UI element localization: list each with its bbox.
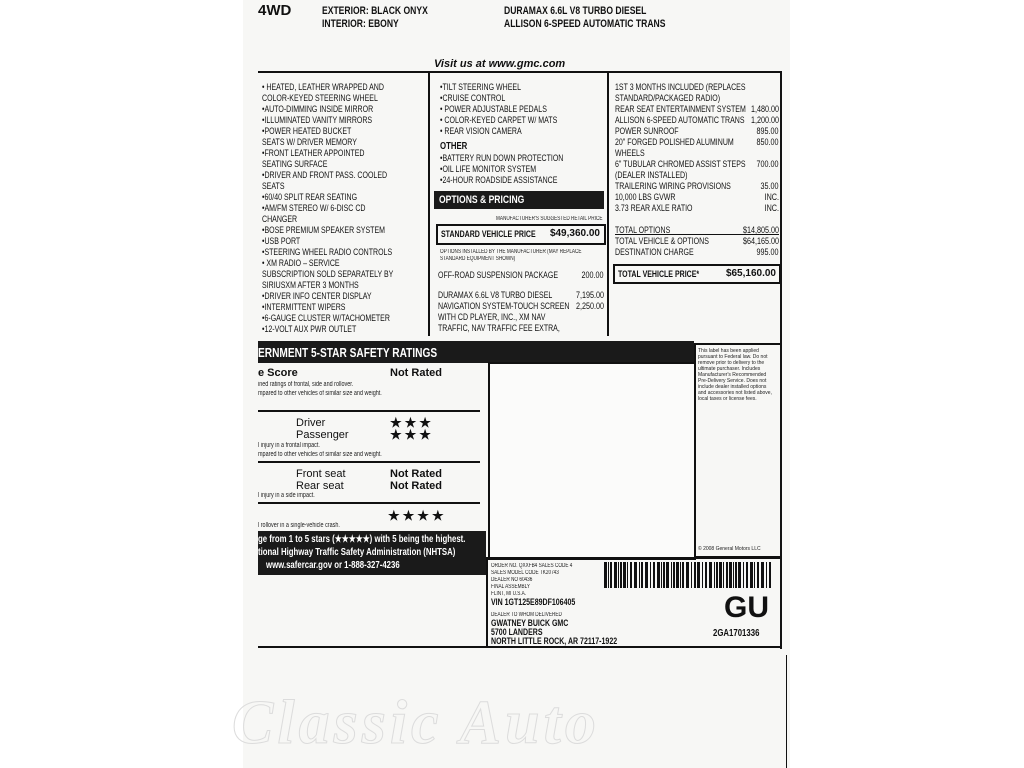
total-row: [615, 225, 779, 236]
barcode-bar: [705, 562, 707, 588]
cost-row-label: 10,000 LBS GVWR: [615, 192, 676, 202]
driver-stars: ★★★: [390, 415, 434, 430]
barcode-bar: [645, 562, 648, 588]
feature-item: •60/40 SPLIT REAR SEATING: [262, 192, 358, 202]
barcode-bar: [738, 562, 741, 588]
feature-item: COLOR-KEYED STEERING WHEEL: [262, 93, 378, 103]
safercar-link[interactable]: www.safercar.gov or 1-888-327-4236: [266, 560, 400, 571]
stars-scale-note: ge from 1 to 5 stars (★★★★★) with 5 being the highest.: [258, 534, 466, 545]
option-label: OFF-ROAD SUSPENSION PACKAGE: [438, 270, 559, 280]
overall-score-value: Not Rated: [390, 367, 442, 379]
barcode-bar: [641, 562, 643, 588]
barcode-bar: [719, 562, 722, 588]
option-value: 2,250.00: [575, 301, 604, 311]
col-divider-2: [607, 71, 609, 336]
other-list: [440, 153, 563, 186]
feature-item: •12-VOLT AUX PWR OUTLET: [262, 324, 357, 334]
feature-item: •DRIVER AND FRONT PASS. COOLED: [262, 170, 388, 180]
cost-row: [615, 170, 779, 181]
cost-row: [615, 115, 779, 126]
col-divider-1: [428, 71, 430, 336]
barcode-bar: [627, 562, 628, 588]
cost-row-label: 20" FORGED POLISHED ALUMINUM: [615, 137, 734, 147]
barcode-bar: [676, 562, 679, 588]
total-price-label: TOTAL VEHICLE PRICE*: [618, 269, 700, 279]
barcode-bar: [766, 562, 767, 588]
label-note-box: [694, 343, 782, 558]
barcode-bar: [726, 562, 728, 588]
rear-seat-value: Not Rated: [390, 480, 442, 492]
engine-spec: DURAMAX 6.6L V8 TURBO DIESEL: [504, 5, 647, 17]
barcode-bar: [716, 562, 718, 588]
front-seat-label: Front seat: [296, 468, 346, 480]
barcode-bar: [686, 562, 689, 588]
website-link[interactable]: Visit us at www.gmc.com: [434, 58, 566, 70]
cost-row-label: POWER SUNROOF: [615, 126, 679, 136]
option-row: [438, 290, 604, 301]
barcode: [604, 562, 774, 588]
barcode-bar: [634, 562, 637, 588]
cost-row: [615, 148, 779, 159]
barcode-bar: [671, 562, 672, 588]
barcode-bar: [630, 562, 632, 588]
barcode-bar: [714, 562, 715, 588]
frontal-desc-2: mpared to other vehicles of similar size and weight.: [258, 451, 382, 458]
interior-color: INTERIOR: EBONY: [322, 18, 399, 30]
feature-item: •DRIVER INFO CENTER DISPLAY: [262, 291, 372, 301]
option-value: 7,195.00: [575, 290, 604, 300]
options-pricing-heading: OPTIONS & PRICING: [439, 194, 525, 206]
feature-item: •POWER HEATED BUCKET: [262, 126, 352, 136]
standard-price-box: [436, 224, 606, 245]
feature-item: •CRUISE CONTROL: [440, 93, 506, 103]
cost-row: [615, 126, 779, 137]
ship-to-label: DEALER TO WHOM DELIVERED: [491, 612, 562, 618]
dealer-street: 5700 LANDERS: [491, 627, 543, 637]
cost-row-label: STANDARD/PACKAGED RADIO): [615, 93, 721, 103]
exterior-color: EXTERIOR: BLACK ONYX: [322, 5, 428, 17]
safety-heading: ERNMENT 5-STAR SAFETY RATINGS: [258, 345, 438, 360]
watermark-logo: Classic Auto: [232, 689, 600, 757]
rollover-stars: ★★★★: [388, 508, 447, 523]
option-row: [438, 312, 604, 323]
cost-row-value: 1,200.00: [750, 115, 779, 125]
cost-row-value: 895.00: [756, 126, 779, 136]
barcode-bar: [682, 562, 684, 588]
cost-row-label: ALLISON 6-SPEED AUTOMATIC TRANS: [615, 115, 745, 125]
cost-row: [615, 181, 779, 192]
cost-row: [615, 104, 779, 115]
frontal-desc-1: l injury in a frontal impact.: [258, 442, 320, 449]
cost-row: [615, 203, 779, 214]
options-pricing-bar: [434, 191, 604, 209]
cost-row-label: TRAILERING WIRING PROVISIONS: [615, 181, 731, 191]
nhtsa-note: tional Highway Traffic Safety Administration (NHTSA): [258, 547, 456, 558]
cost-row-value: 700.00: [756, 159, 779, 169]
barcode-bar: [650, 562, 651, 588]
feature-item: SUBSCRIPTION SOLD SEPARATELY BY: [262, 269, 394, 279]
feature-item: •STEERING WHEEL RADIO CONTROLS: [262, 247, 393, 257]
dealer-no: DEALER NO 60436: [491, 577, 533, 583]
features-list-1: [262, 82, 393, 335]
barcode-bar: [620, 562, 622, 588]
barcode-bar: [729, 562, 732, 588]
feature-item: •TILT STEERING WHEEL: [440, 82, 521, 92]
feature-item: •6-GAUGE CLUSTER W/TACHOMETER: [262, 313, 390, 323]
feature-item: •BOSE PREMIUM SPEAKER SYSTEM: [262, 225, 385, 235]
feature-item: • REAR VISION CAMERA: [440, 126, 522, 136]
other-heading: OTHER: [440, 141, 468, 152]
dealer-rule-top: [486, 557, 780, 559]
feature-item: •FRONT LEATHER APPOINTED: [262, 148, 365, 158]
assembly-location: FLINT, MI U.S.A.: [491, 591, 527, 597]
lower-right-edge: [786, 655, 787, 768]
safety-bar-extension: [486, 341, 694, 363]
option-label: WITH CD PLAYER, INC., XM NAV: [438, 312, 546, 322]
barcode-bar: [666, 562, 669, 588]
barcode-bar: [754, 562, 755, 588]
feature-item: SEATS: [262, 181, 285, 191]
barcode-bar: [735, 562, 737, 588]
rollover-desc: l rollover in a single-vehicle crash.: [258, 522, 340, 529]
cost-row: [615, 192, 779, 203]
barcode-bar: [769, 562, 771, 588]
safety-rule-3: [258, 502, 480, 504]
overall-desc-1: ined ratings of frontal, side and rollover.: [258, 381, 354, 388]
barcode-bar: [673, 562, 675, 588]
feature-item: •INTERMITTENT WIPERS: [262, 302, 346, 312]
options-note-2: STANDARD EQUIPMENT SHOWN): [440, 256, 516, 262]
cost-row-value: 850.00: [756, 137, 779, 147]
total-row-value: $14,805.00: [742, 225, 779, 235]
barcode-bar: [691, 562, 692, 588]
barcode-bar: [618, 562, 619, 588]
total-row-label: DESTINATION CHARGE: [615, 247, 694, 257]
drive-type: 4WD: [258, 2, 292, 19]
order-line: ORDER NO. QXXFB4 SALES CODE 4: [491, 563, 573, 569]
feature-item: SIRIUSXM AFTER 3 MONTHS: [262, 280, 359, 290]
passenger-stars: ★★★: [390, 427, 434, 442]
barcode-bar: [746, 562, 748, 588]
option-row: [438, 301, 604, 312]
option-label: DURAMAX 6.6L V8 TURBO DIESEL: [438, 290, 553, 300]
cost-row: [615, 93, 779, 104]
cost-row-value: INC.: [764, 203, 779, 213]
vin-number: VIN 1GT125E89DF106405: [491, 597, 576, 607]
safety-ratings-bar: [258, 341, 486, 363]
barcode-bar: [702, 562, 703, 588]
options-note-1: OPTIONS INSTALLED BY THE MANUFACTURER (MAY REPLACE: [440, 249, 582, 255]
passenger-label: Passenger: [296, 429, 349, 441]
cost-row-label: (DEALER INSTALLED): [615, 170, 688, 180]
barcode-bar: [757, 562, 759, 588]
plant-code: GU: [724, 591, 769, 624]
cost-row-value: 35.00: [760, 181, 779, 191]
barcode-bar: [697, 562, 700, 588]
barcode-bar: [663, 562, 665, 588]
feature-item: •ILLUMINATED VANITY MIRRORS: [262, 115, 373, 125]
safety-footer-bar: [258, 531, 486, 575]
feature-item: •AM/FM STEREO W/ 6-DISC CD: [262, 203, 366, 213]
feature-item: CHANGER: [262, 214, 298, 224]
feature-item: • HEATED, LEATHER WRAPPED AND: [262, 82, 384, 92]
barcode-bar: [604, 562, 607, 588]
side-desc: l injury in a side impact.: [258, 492, 315, 499]
barcode-bar: [709, 562, 712, 588]
feature-item: SEATS W/ DRIVER MEMORY: [262, 137, 357, 147]
feature-item: •USB PORT: [262, 236, 301, 246]
standard-price-value: $49,360.00: [549, 228, 600, 239]
front-seat-value: Not Rated: [390, 468, 442, 480]
barcode-bar: [657, 562, 660, 588]
msrp-caption: MANUFACTURER'S SUGGESTED RETAIL PRICE: [496, 216, 603, 222]
option-value: 200.00: [581, 270, 604, 280]
final-assembly: FINAL ASSEMBLY: [491, 584, 531, 590]
model-line: SALES MODEL CODE TK20743: [491, 570, 559, 576]
options-list: [438, 270, 604, 340]
feature-item: • COLOR-KEYED CARPET W/ MATS: [440, 115, 558, 125]
barcode-bar: [694, 562, 696, 588]
option-label: TRAFFIC, NAV TRAFFIC FEE EXTRA,: [438, 323, 560, 333]
total-row-value: $64,165.00: [742, 236, 779, 246]
total-price-box: [613, 264, 781, 284]
cost-row-label: 3.73 REAR AXLE RATIO: [615, 203, 693, 213]
safety-rule-2: [258, 461, 480, 463]
barcode-bar: [661, 562, 662, 588]
barcode-bar: [653, 562, 655, 588]
label-note-text: This label has been applied pursuant to Federal law. Do not remove prior to delivery to the ultimate purchaser. Includes Manufacturer's Recommended Pre-Delivery Service. Does not include dealer installed options and accessories not listed above, local taxes or license fees.: [698, 348, 772, 402]
option-row: [438, 323, 604, 334]
total-row: [615, 236, 779, 247]
overall-score-label: e Score: [258, 367, 298, 379]
feature-item: SEATING SURFACE: [262, 159, 328, 169]
barcode-bar: [608, 562, 609, 588]
barcode-bar: [723, 562, 724, 588]
overall-desc-2: mpared to other vehicles of similar size and weight.: [258, 390, 382, 397]
driver-label: Driver: [296, 417, 326, 429]
safety-rule-1: [258, 410, 480, 412]
other-feature-item: •OIL LIFE MONITOR SYSTEM: [440, 164, 537, 174]
standard-price-label: STANDARD VEHICLE PRICE: [441, 229, 536, 239]
top-rule: [258, 71, 782, 73]
cost-row: [615, 159, 779, 170]
transmission-spec: ALLISON 6-SPEED AUTOMATIC TRANS: [504, 18, 666, 30]
barcode-bar: [614, 562, 617, 588]
total-row-value: 995.00: [756, 247, 779, 257]
barcode-bar: [680, 562, 681, 588]
other-feature-item: •BATTERY RUN DOWN PROTECTION: [440, 153, 564, 163]
cost-row: [615, 137, 779, 148]
barcode-bar: [639, 562, 640, 588]
blank-panel: [488, 362, 696, 560]
costs-list: [615, 82, 779, 217]
feature-item: • XM RADIO – SERVICE: [262, 258, 340, 268]
total-row: [615, 247, 779, 258]
cost-row-label: 6" TUBULAR CHROMED ASSIST STEPS: [615, 159, 746, 169]
feature-item: •AUTO-DIMMING INSIDE MIRROR: [262, 104, 374, 114]
other-feature-item: •24-HOUR ROADSIDE ASSISTANCE: [440, 175, 558, 185]
copyright-text: © 2008 General Motors LLC: [698, 546, 761, 552]
dealer-left-border: [486, 557, 488, 648]
cost-row-value: 1,480.00: [750, 104, 779, 114]
features-list-2: [440, 82, 557, 137]
barcode-bar: [761, 562, 764, 588]
total-row-label: TOTAL VEHICLE & OPTIONS: [615, 236, 709, 246]
barcode-bar: [750, 562, 753, 588]
feature-item: • POWER ADJUSTABLE PEDALS: [440, 104, 547, 114]
cost-row: [615, 82, 779, 93]
barcode-bar: [623, 562, 626, 588]
barcode-bar: [733, 562, 734, 588]
cost-row-label: REAR SEAT ENTERTAINMENT SYSTEM: [615, 104, 746, 114]
option-row: [438, 270, 604, 281]
barcode-bar: [610, 562, 612, 588]
totals-list: [615, 225, 779, 261]
total-row-label: TOTAL OPTIONS: [615, 225, 671, 235]
label-number: 2GA1701336: [713, 628, 760, 639]
barcode-bar: [743, 562, 744, 588]
bottom-rule: [258, 646, 782, 648]
option-label: NAVIGATION SYSTEM-TOUCH SCREEN: [438, 301, 570, 311]
cost-row-label: WHEELS: [615, 148, 645, 158]
rear-seat-label: Rear seat: [296, 480, 344, 492]
cost-row-value: INC.: [764, 192, 779, 202]
cost-row-label: 1ST 3 MONTHS INCLUDED (REPLACES: [615, 82, 746, 92]
dealer-name: GWATNEY BUICK GMC: [491, 618, 569, 628]
dealer-city: NORTH LITTLE ROCK, AR 72117-1922: [491, 636, 618, 646]
total-price-value: $65,160.00: [725, 268, 776, 279]
